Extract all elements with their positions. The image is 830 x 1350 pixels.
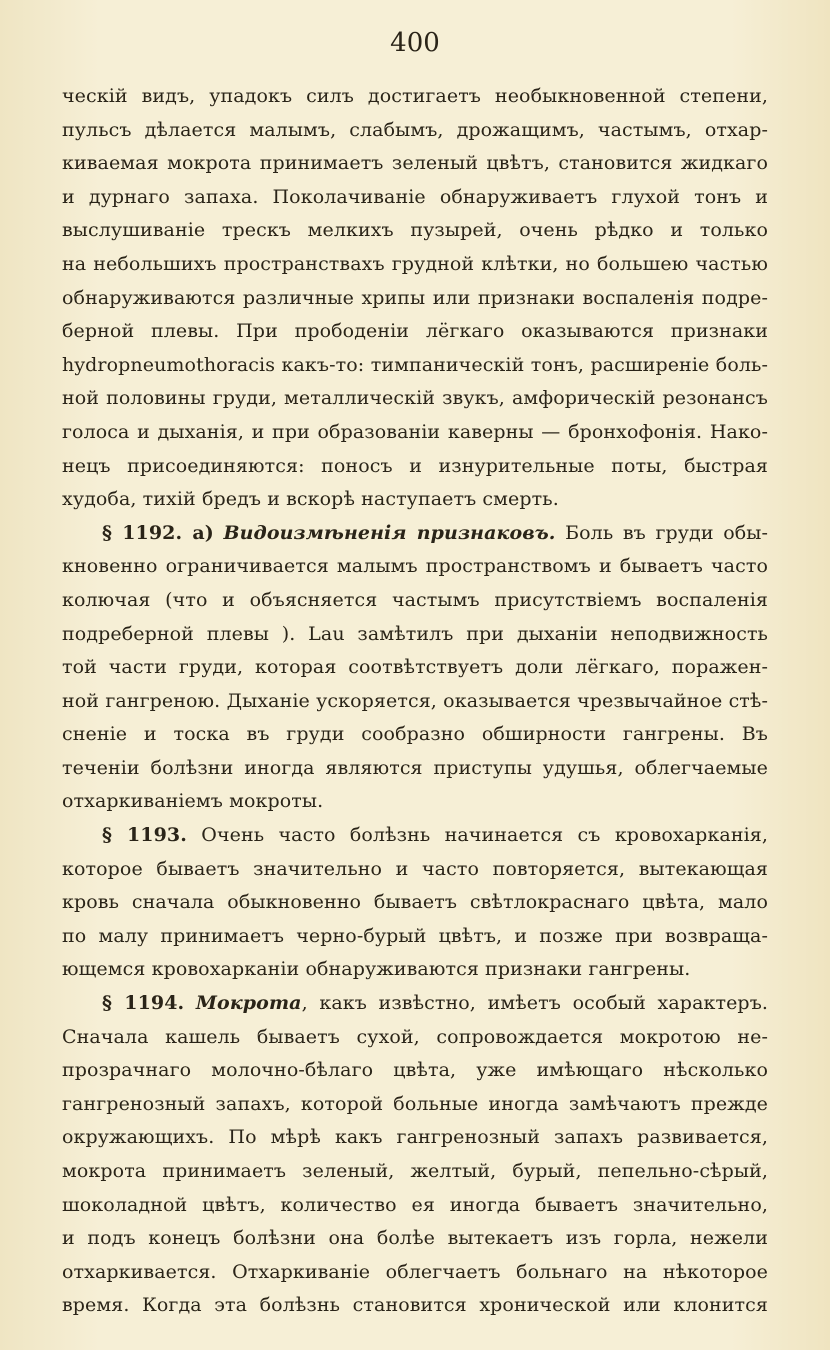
text-line: теченіи болѣзни иногда являются приступы удушья, облегчаемые bbox=[62, 756, 768, 779]
text-line: ческій видъ, упадокъ силъ достигаетъ необыкновенной степени, bbox=[62, 85, 768, 107]
text-line: худоба, тихій бредъ и вскорѣ наступаетъ смерть. bbox=[62, 488, 559, 511]
text-line: обнаруживаются различные хрипы или признаки воспаленія подре- bbox=[62, 286, 768, 309]
text-line: сненіе и тоска въ груди сообразно обширности гангрены. Въ bbox=[62, 723, 768, 746]
text-line: кновенно ограничивается малымъ пространствомъ и бываетъ часто bbox=[62, 555, 768, 578]
text-line: нецъ присоединяются: поносъ и изнурительные поты, быстрая bbox=[62, 454, 768, 477]
body-text bbox=[62, 80, 768, 1323]
text-line: гангренозный запахъ, которой больные иногда замѣчаютъ прежде bbox=[62, 1092, 768, 1115]
text-line: отхаркиваніемъ мокроты. bbox=[62, 790, 324, 813]
text-line: подреберной плевы ). Lau замѣтилъ при дыханіи неподвижность bbox=[62, 622, 768, 645]
paragraph-1193 bbox=[62, 819, 768, 987]
section-number: § 1194. bbox=[102, 992, 185, 1015]
text-line: и дурнаго запаха. Поколачиваніе обнаруживаетъ глухой тонъ и bbox=[62, 185, 768, 208]
paragraph-1 bbox=[62, 80, 768, 517]
text-line: на небольшихъ пространствахъ грудной клѣтки, но большею частью bbox=[62, 252, 768, 275]
text-line: отхаркивается. Отхаркиваніе облегчаетъ больнаго на нѣкоторое bbox=[62, 1260, 768, 1283]
text-line: ющемся кровохарканіи обнаруживаются признаки гангрены. bbox=[62, 958, 691, 981]
section-title: Мокрота bbox=[195, 992, 302, 1015]
section-number: § 1193. bbox=[102, 824, 187, 847]
text-line: колючая (что и объясняется частымъ присутствіемъ воспаленія bbox=[62, 588, 768, 611]
text-line: мокрота принимаетъ зеленый, желтый, бурый, пепельно-сѣрый, bbox=[62, 1160, 768, 1182]
text-line: ной гангреною. Дыханіе ускоряется, оказывается чрезвычайное стѣ- bbox=[62, 689, 768, 712]
text-line: выслушиваніе трескъ мелкихъ пузырей, очень рѣдко и только bbox=[62, 219, 768, 242]
page-number: 400 bbox=[390, 28, 440, 58]
paragraph-1194 bbox=[62, 987, 768, 1323]
text-line: голоса и дыханія, и при образованіи каверны — бронхофонія. Нако- bbox=[62, 420, 768, 443]
section-heading-line: § 1194. Мокрота, какъ извѣстно, имѣетъ особый характеръ. bbox=[102, 992, 768, 1015]
section-title: Видоизмѣненія признаковъ. bbox=[223, 521, 556, 544]
text-line: окружающихъ. По мѣрѣ какъ гангренозный запахъ развивается, bbox=[62, 1126, 768, 1149]
text-line: киваемая мокрота принимаетъ зеленый цвѣтъ, становится жидкаго bbox=[62, 152, 768, 175]
text-line: пульсъ дѣлается малымъ, слабымъ, дрожащимъ, частымъ, отхар- bbox=[62, 118, 768, 141]
text-line: время. Когда эта болѣзнь становится хронической или клонится bbox=[62, 1294, 768, 1317]
text-line: которое бываетъ значительно и часто повторяется, вытекающая bbox=[62, 857, 768, 880]
section-heading-line: § 1193. Очень часто болѣзнь начинается съ кровохарканія, bbox=[102, 824, 768, 847]
text-line: той части груди, которая соотвѣтствуетъ доли лёгкаго, поражен- bbox=[62, 656, 768, 679]
text-line: Сначала кашель бываетъ сухой, сопровождается мокротою не- bbox=[62, 1025, 768, 1048]
text-line: кровь сначала обыкновенно бываетъ свѣтлокраснаго цвѣта, мало bbox=[62, 891, 768, 914]
text-line: прозрачнаго молочно-бѣлаго цвѣта, уже имѣющаго нѣсколько bbox=[62, 1059, 768, 1082]
section-heading-line: § 1192. а) Видоизмѣненія признаковъ. Боль въ груди обы- bbox=[102, 521, 768, 544]
text-line: берной плевы. При прободеніи лёгкаго оказываются признаки bbox=[62, 320, 768, 343]
paragraph-1192 bbox=[62, 517, 768, 819]
text-line: ной половины груди, металлическій звукъ, амфорическій резонансъ bbox=[62, 387, 768, 410]
text-line: hydropneumothoracis какъ-то: тимпаническій тонъ, расширеніе боль- bbox=[62, 353, 768, 376]
section-number: § 1192. а) bbox=[102, 521, 214, 544]
text-line: и подъ конецъ болѣзни она болѣе вытекаетъ изъ горла, нежели bbox=[62, 1227, 768, 1250]
text-line: по малу принимаетъ черно-бурый цвѣтъ, и позже при возвраща- bbox=[62, 924, 768, 947]
text-line: шоколадной цвѣтъ, количество ея иногда бываетъ значительно, bbox=[62, 1193, 768, 1216]
